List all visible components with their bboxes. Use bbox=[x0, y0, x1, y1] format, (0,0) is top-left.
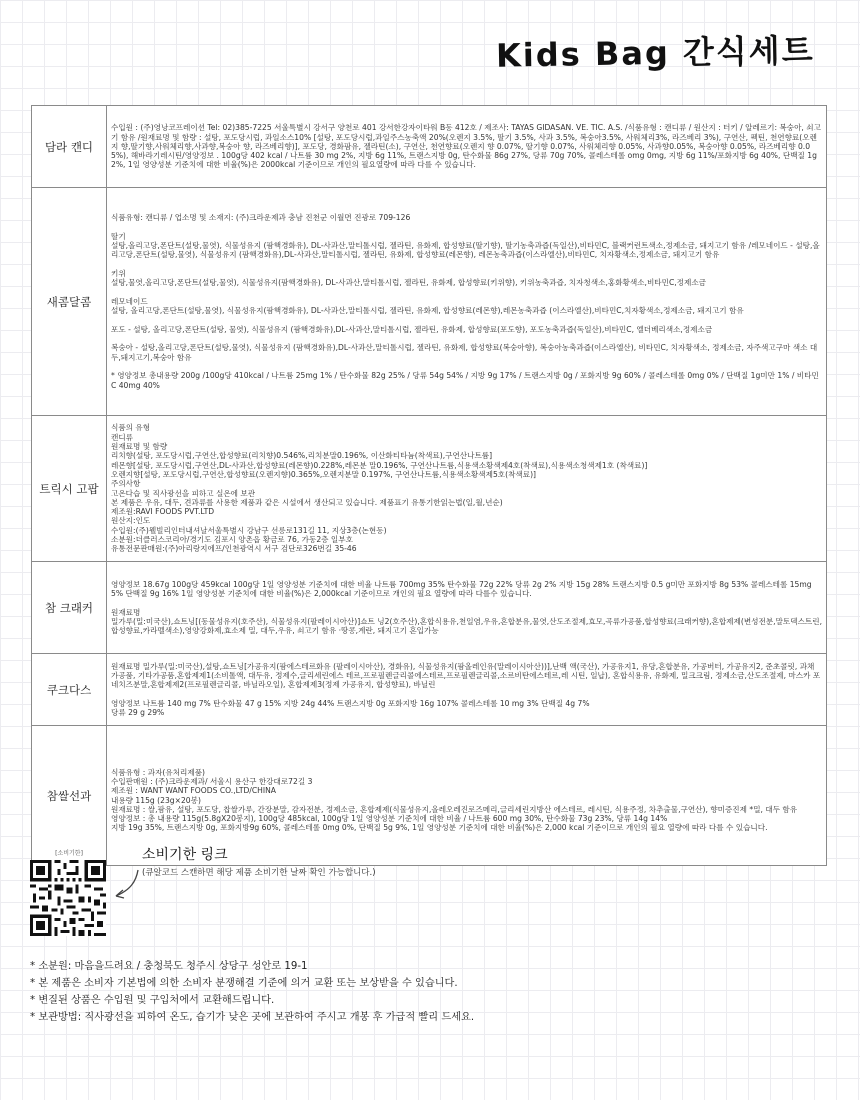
product-name: 쿠크다스 bbox=[32, 654, 107, 726]
product-description: 원재료명 밀가루(밀:미국산),설탕,쇼트닝[가공유지(팜에스테르화유 (팔레이시아산), 경화유), 식물성유지(팜올레인유(말레이시아산))],난백 액(국산), 가공유지1, 유당,혼합분유, 가공버터, 가공유지2, 준초콜릿, 과채 가공품, 기타가공품,혼합제제1(소비톨액, 대두유, 정제수,글리세린에스 테르,프로필렌글리콜에스테르,프로필렌글리콜,소르비탄에스테르,레 시틴, 일납), 혼합식용유, 유화제, 밀크크림, 정제소금,산도조절제, 마스카 포네치즈분말,혼합제제2(프로필렌글리콜, 바닐라오일), 혼합제제3(정제 가공유지, 합성향료), 바닐린 영양정보 나트륨 140 mg 7% 탄수화물 47 g 15% 지방 24g 44% 트랜스지방 0g 포화지방 16g 107% 콜레스테롤 10 mg 3% 단백질 4g 7% 당류 29 g 29% bbox=[107, 654, 827, 726]
note-item: * 보관방법: 직사광선을 피하여 온도, 습기가 낮은 곳에 보관하여 주시고 개봉 후 가급적 빨리 드세요. bbox=[30, 1012, 475, 1023]
product-description: 영양정보 18.67g 100g당 459kcal 100g당 1일 영양성분 기준치에 대한 비율 나트륨 700mg 35% 탄수화물 72g 22% 당류 2g 2% 지방 15g 28% 트랜스지방 0.5 g미만 포화지방 8g 53% 콜레스테롤 15mg 5% 단백질 9g 16% 1일 영양성분 기준치에 대한 비율(%)은 2,000kcal 기준이므로 개인의 필요 열량에 따라 다를수 있습니다. 원재료명 밀가루(밀:미국산),쇼트닝[(동물성유지(호주산), 식물성유지(팔레이시아산)]쇼트 닝2(호주산),혼합식용유,천일염,우유,혼합분유,물엿,산도조절제,효모,곡류가공품,합성향료(크래커향),혼합제제(변성전분,말토덱스트린,합성향료,카라멜색소),영양강화제,효소제 밀, 대두,우유, 쇠고기 함유 ·땅콩,계란, 돼지고기 혼입가능 bbox=[107, 562, 827, 654]
product-description: 식품유형 : 과자(유처리제품) 수입판매원 : (주)크라운제과/ 서울시 용산구 한강대로72길 3 제조원 : WANT WANT FOODS CO.,LTD/CHINA 내용량 115g (23g×20봉) 원재료명 : 쌀,팜유, 설탕, 포도당, 찹쌀가루, 간장분말, 감자전분, 정제소금, 혼합제제(식물성유지,올레오레진로즈메리,글리세린지방산 에스테르, 레시틴, 식용주정, 차추출물,구연산), 향미증진제 *밀, 대두 함유 영양정보 : 총 내용량 115g(5.8gX20봉지), 100g당 485kcal, 100g당 1일 영양성분 기준치에 대한 비율 / 나트륨 600 mg 30%, 탄수화물 73g 23%, 당류 14g 14% 지방 19g 35%, 트랜스지방 0g, 포화지방9g 60%, 콜레스테롤 0mg 0%, 단백질 5g 9%, 1일 영양성분 기준치에 대한 비율(%)은 2,000 kcal 기준이므로 개인의 필요 열량에 따라 다를 수 있습니다. bbox=[107, 726, 827, 866]
product-description: 식품의 유형 캔디류 원재료명 및 함량 리치향(설탕, 포도당시럽,구연산,합성향료(리치향)0.546%,리치분말0.196%, 이산화티타늄(착색료),구연산나트륨] 레몬향[설탕, 포도당시럽,구연산,DL-사과산,합성향료(레몬향)0.228%,레몬분 말0.196%, 구연산나트륨,식용색소황색제4호(착색료),식용색소청색제1호 (착색료)] 오렌지향[설탕, 포도당시럽,구연산,합성향료(오렌지향)0.365%,오렌지분말 0.197%, 구연산나트륨,식용색소황색제5호(착색료)] 주의사항 고온다습 및 직사광선을 피하고 실온에 보관 본 제품은 우유, 대두, 견과류를 사용한 제품과 같은 시설에서 생산되고 있습니다. 제품표기 유통기한읽는법(일,월,년순) 제조원:RAVI FOODS PVT.LTD 원산지:인도 수입원:(주)웰빌리인터내셔날서울특별시 강남구 선릉로131길 11, 지상3층(논현동) 소분원:더클러스코리아/경기도 김포시 양촌읍 황금로 76, 가동2층 일부호 유통전문판매원:(주)아리랑지에프/인천광역시 서구 검단로326번길 35-46 bbox=[107, 416, 827, 562]
notes-list bbox=[30, 958, 474, 1026]
qr-pattern bbox=[30, 860, 106, 936]
table-row bbox=[32, 416, 827, 562]
product-name: 참 크래커 bbox=[32, 562, 107, 654]
table-row bbox=[32, 106, 827, 188]
arrow-icon bbox=[112, 868, 142, 900]
qr-code-icon[interactable] bbox=[30, 860, 106, 936]
note-item: * 본 제품은 소비자 기본법에 의한 소비자 분쟁해결 기준에 의거 교환 또는 보상받을 수 있습니다. bbox=[30, 978, 458, 989]
table-row bbox=[32, 188, 827, 416]
note-item: * 소분원: 마음을드려요 / 충청북도 청주시 상당구 성안로 19-1 bbox=[30, 961, 308, 972]
link-description: (큐알코드 스캔하면 해당 제품 소비기한 날짜 확인 가능합니다.) bbox=[142, 868, 376, 878]
qr-code-block bbox=[30, 848, 108, 940]
table-row bbox=[32, 562, 827, 654]
link-title: 소비기한 링크 bbox=[142, 847, 228, 863]
product-description: 수입원 : (주)영낭코프레이션 Tel: 02)385-7225 서울특별시 강서구 양천로 401 강서한강자이타워 B동 412호 / 제조사: TAYAS GIDASAN. VE. TIC. A.S. /식품유형 : 캔디류 / 원산지 : 터키 / 알레르기: 복숭아, 쇠고기 함유 /원재료명 및 함량 : 설탕, 포도당시럽, 과일소스10% [설탕, 포도당시럽,과일주스농축액 20%(오렌지 3.5%, 딸기 3.5%, 사과 3.5%, 복숭아3.5%, 사워체리3%, 라즈베리 3%), 구연산, 펙틴, 천연향료(오렌지 향,딸기향,사워체리향,사과향,복숭아 향, 라즈베리향)], 포도당, 경화팜유, 젤라틴(소), 구연산, 천연향료(오렌지 향 0.07%, 딸기향 0.07%, 사워체리향 0.05%, 사과향0.05%, 복숭아향 0.05%, 라즈베리향 0.05%), 해바라기레시틴/영양정보 . 100g당 402 kcal / 나트륨 30 mg 2%, 지방 6g 11%, 트랜스지방 0g, 탄수화물 86g 27%, 당류 70g 70%, 콜레스테롤 omg 0mg, 지방 6g 11%/포화지방 6g 40%, 단백질 1g 2%, 1일 영양성분 기준치에 대한 비율(%)은 2000kcal 기준이므로 개인의 필요열량에 따라 다를 수 있습니다. bbox=[107, 106, 827, 188]
product-name: 트릭시 고팝 bbox=[32, 416, 107, 562]
product-info-table bbox=[31, 105, 827, 866]
product-name: 참쌀선과 bbox=[32, 726, 107, 866]
note-item: * 변질된 상품은 수입원 및 구입처에서 교환해드립니다. bbox=[30, 995, 275, 1006]
qr-tag: [소비기한] bbox=[55, 850, 83, 857]
page-title: Kids Bag 간식세트 bbox=[495, 31, 815, 75]
table-row bbox=[32, 654, 827, 726]
product-name: 담라 캔디 bbox=[32, 106, 107, 188]
product-description: 식품유형: 캔디류 / 업소명 및 소재지: (주)크라운제과 충남 진천군 이월면 진광로 709-126 딸기 설탕,올리고당,폰단트(설탕,물엿), 식물성유지 (팜핵경화유), DL-사과산,말티톨시럽, 젤라틴, 유화제, 합성향료(딸기향), 딸기농축과즙(독일산),비타민C, 블랙커런트색소,정제소금, 돼지고기 함유 /레모네이드 - 설탕,올리고당,폰단트(설탕,물엿), 식물성유지 (팜핵경화유),DL-사과산,말티톨시럽, 젤라틴, 유화제, 합성향료(레몬향), 레몬농축과즙(이스라엘산),비타민C, 치자황색소,정제소금, 돼지고기 함유 키위 설탕,물엿,올리고당,폰단트(설탕,물엿), 식물성유지(팜핵경화유), DL-사과산,말티톨시럽, 젤라틴, 유화제, 합성향료(키위향), 키위농축과즙, 치자청색소,홍화황색소,비타민C,정제소금 레모네이드 설탕, 올리고당,폰단트(설탕,물엿), 식물성유지(팜핵경화유), DL-사과산,말티톨시럽, 젤라틴, 유화제, 합성향료(레몬향),레몬농축과즙 (이스라엘산),비타민C,치자황색소,정제소금, 돼지고기 함유 포도 - 설탕, 올리고당,폰단트(설탕, 물엿), 식물성유지 (팜핵경화유),DL-사과산,말티톨시럽, 젤라틴, 유화제, 합성향료(포도향), 포도농축과즙(독일산),비타민C, 엘더베리색소,정제소금 복숭아 - 설탕,올리고당,폰단트(설탕,물엿), 식물성유지 (팜핵경화유),DL-사과산,말티톨시럽, 젤라틴, 유화제, 합성향료(복숭아향), 복숭아농축과즙(이스라엘산), 비타민C, 치자황색소, 정제소금, 자주색고구마 색소 대두,돼지고기,복숭아 함유 * 영양정보 총내용량 200g /100g당 410kcal / 나트륨 25mg 1% / 탄수화물 82g 25% / 당류 54g 54% / 지방 9g 17% / 트랜스지방 0g / 포화지방 9g 60% / 콜레스테롤 0mg 0% / 단백질 1g미만 1% / 비타민C 40mg 40% bbox=[107, 188, 827, 416]
product-name: 새콤달콤 bbox=[32, 188, 107, 416]
